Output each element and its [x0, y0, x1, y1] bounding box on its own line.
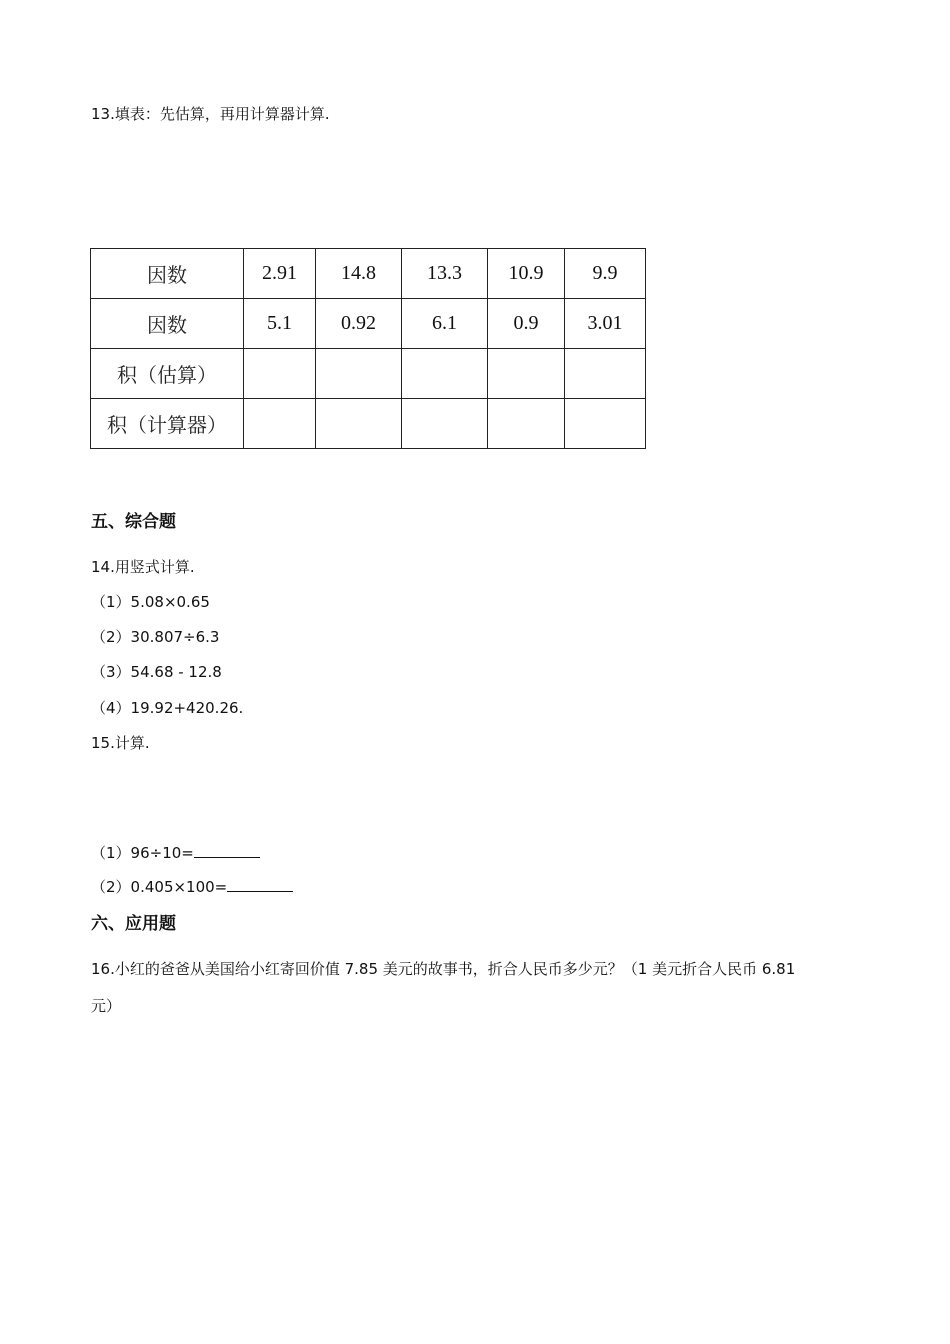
answer-cell[interactable] — [402, 349, 488, 399]
q15-item-1 — [91, 843, 260, 863]
answer-cell[interactable] — [488, 399, 565, 449]
table-row — [91, 299, 646, 349]
table-cell: 13.3 — [402, 249, 488, 299]
row-label: 因数 — [91, 299, 244, 349]
q14-title: 14.用竖式计算. — [91, 558, 195, 576]
q15-item-1-text: （1）96÷10= — [91, 844, 194, 862]
q16-line-2: 元） — [91, 997, 122, 1015]
table-cell: 0.92 — [316, 299, 402, 349]
answer-cell[interactable] — [565, 349, 646, 399]
table-cell: 6.1 — [402, 299, 488, 349]
q14-item-1: （1）5.08×0.65 — [91, 593, 210, 611]
answer-cell[interactable] — [565, 399, 646, 449]
answer-cell[interactable] — [316, 399, 402, 449]
q15-title: 15.计算. — [91, 734, 150, 752]
table-cell: 3.01 — [565, 299, 646, 349]
q14-item-2: （2）30.807÷6.3 — [91, 628, 220, 646]
row-label: 积（计算器） — [91, 399, 244, 449]
q14-item-4: （4）19.92+420.26. — [91, 699, 244, 717]
q16-line-1: 16.小红的爸爸从美国给小红寄回价值 7.85 美元的故事书，折合人民币多少元？（1 美元折合人民币 6.81 — [91, 960, 796, 978]
answer-blank[interactable] — [194, 843, 260, 858]
section-heading-6: 六、应用题 — [91, 914, 176, 934]
factor-table — [90, 248, 646, 449]
table-cell: 10.9 — [488, 249, 565, 299]
answer-cell[interactable] — [244, 349, 316, 399]
table-cell: 9.9 — [565, 249, 646, 299]
q14-item-3: （3）54.68 - 12.8 — [91, 663, 222, 681]
table-cell: 2.91 — [244, 249, 316, 299]
answer-cell[interactable] — [244, 399, 316, 449]
table-cell: 5.1 — [244, 299, 316, 349]
row-label: 积（估算） — [91, 349, 244, 399]
answer-cell[interactable] — [488, 349, 565, 399]
table-row — [91, 399, 646, 449]
table-cell: 14.8 — [316, 249, 402, 299]
table-row — [91, 249, 646, 299]
answer-cell[interactable] — [316, 349, 402, 399]
answer-blank[interactable] — [227, 877, 293, 892]
row-label: 因数 — [91, 249, 244, 299]
table-cell: 0.9 — [488, 299, 565, 349]
q15-item-2 — [91, 877, 293, 897]
answer-cell[interactable] — [402, 399, 488, 449]
table-row — [91, 349, 646, 399]
q15-item-2-text: （2）0.405×100= — [91, 878, 228, 896]
q13-title: 13.填表：先估算，再用计算器计算. — [91, 105, 330, 123]
section-heading-5: 五、综合题 — [91, 512, 176, 532]
